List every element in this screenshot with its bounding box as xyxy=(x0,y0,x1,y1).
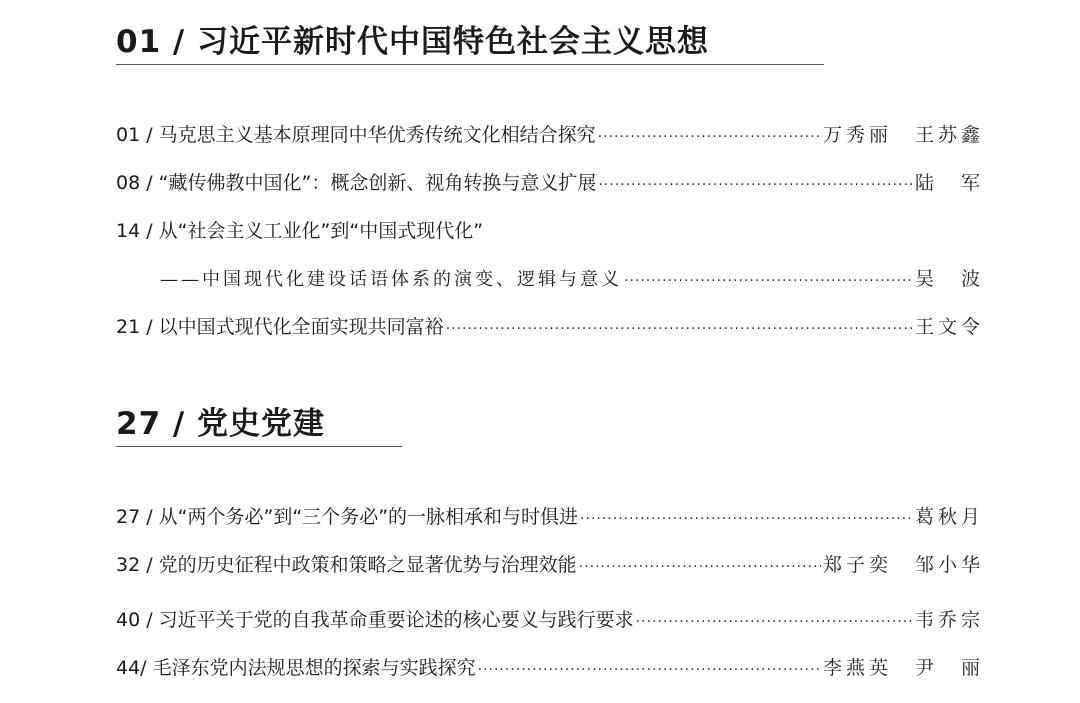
leader-dots xyxy=(478,656,821,684)
toc-entry[interactable] xyxy=(116,551,984,581)
toc-entry[interactable] xyxy=(116,606,984,636)
toc-entry[interactable] xyxy=(116,503,984,533)
entry-author: 葛秋月 xyxy=(914,506,984,528)
entry-author: 李燕英 尹 丽 xyxy=(822,657,984,679)
entry-title: 01 / 马克思主义基本原理同中华优秀传统文化相结合探究 xyxy=(116,124,596,146)
entry-subtitle: ——中国现代化建设话语体系的演变、逻辑与意义 xyxy=(160,269,622,290)
entry-author: 陆 军 xyxy=(914,172,984,194)
entry-author: 韦乔宗 xyxy=(914,609,984,631)
toc-entry[interactable] xyxy=(116,217,984,245)
entry-author: 万秀丽 王苏鑫 xyxy=(822,124,984,146)
section-heading-party-history xyxy=(116,404,402,447)
entry-title: 44/ 毛泽东党内法规思想的探索与实践探究 xyxy=(116,657,476,679)
entry-author: 王文令 xyxy=(914,316,984,338)
toc-entry[interactable] xyxy=(116,654,984,684)
entry-title: 40 / 习近平关于党的自我革命重要论述的核心要义与践行要求 xyxy=(116,609,634,631)
entry-title: 21 / 以中国式现代化全面实现共同富裕 xyxy=(116,316,444,338)
entry-author: 郑子奕 邹小华 xyxy=(822,554,984,576)
leader-dots xyxy=(446,315,913,343)
leader-dots xyxy=(598,171,913,199)
toc-entry[interactable] xyxy=(116,313,984,343)
leader-dots xyxy=(636,608,913,636)
section-heading-thought xyxy=(116,22,824,65)
leader-dots xyxy=(624,267,913,295)
toc-entry[interactable] xyxy=(116,121,984,151)
section-title: 27 / 党史党建 xyxy=(116,406,326,442)
entry-title: 27 / 从“两个务必”到“三个务必”的一脉相承和与时俱进 xyxy=(116,506,579,528)
entry-title: 14 / 从“社会主义工业化”到“中国式现代化” xyxy=(116,220,484,242)
leader-dots xyxy=(579,553,821,581)
entry-author: 吴 波 xyxy=(914,268,984,290)
entry-title: 32 / 党的历史征程中政策和策略之显著优势与治理效能 xyxy=(116,554,577,576)
entry-title: 08 / “藏传佛教中国化”：概念创新、视角转换与意义扩展 xyxy=(116,172,597,194)
toc-entry[interactable] xyxy=(116,169,984,199)
leader-dots xyxy=(580,505,913,533)
leader-dots xyxy=(598,123,821,151)
section-title: 01 / 习近平新时代中国特色社会主义思想 xyxy=(116,24,710,60)
toc-entry-subtitle[interactable] xyxy=(160,265,984,295)
